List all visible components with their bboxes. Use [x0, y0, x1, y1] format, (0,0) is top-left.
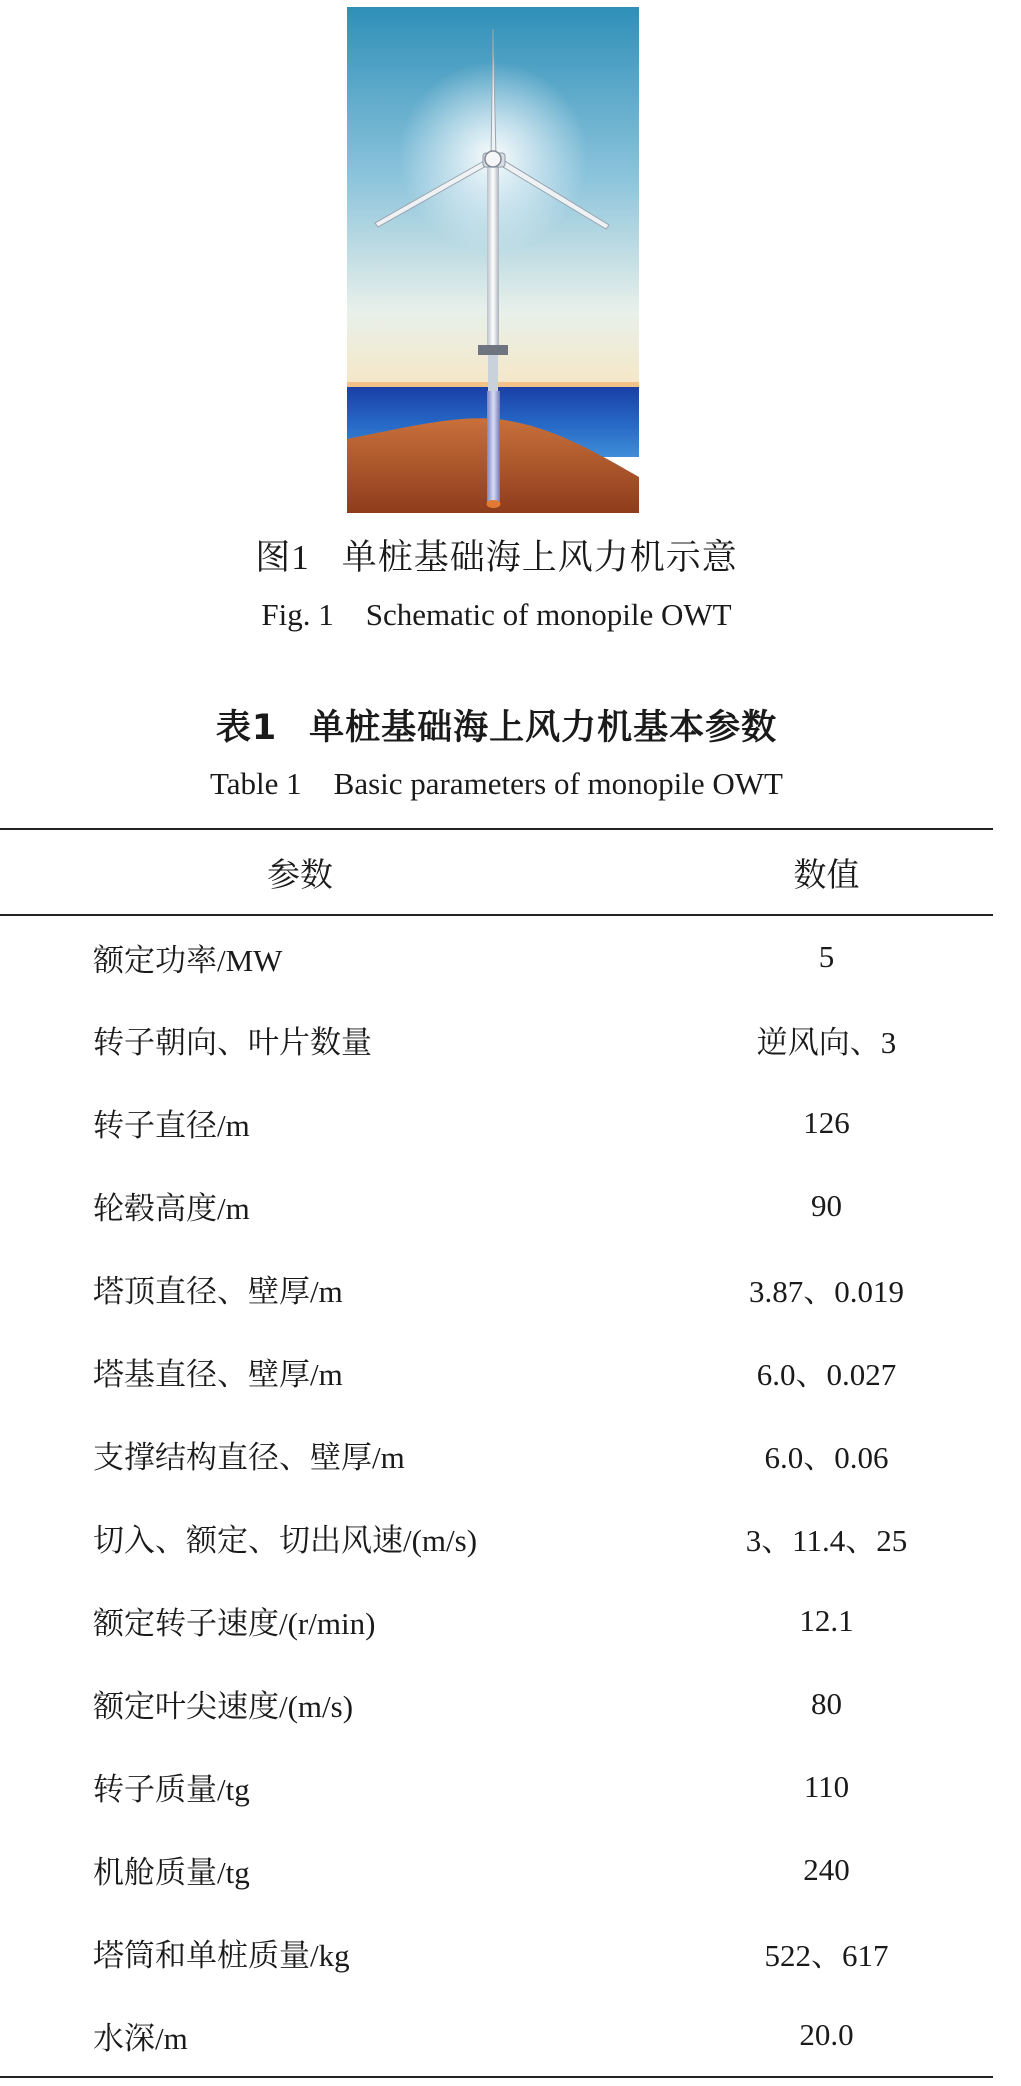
table-title-en: Basic parameters of monopile OWT	[333, 766, 783, 801]
parameters-table	[0, 828, 993, 2078]
table-caption-cn	[0, 700, 993, 750]
param-value: 12.1	[799, 1602, 854, 1638]
param-name: 额定转子速度/(r/min)	[93, 1606, 376, 1641]
table-row	[0, 1081, 993, 1164]
param-name: 塔筒和单桩质量/kg	[93, 1938, 350, 1973]
table-row	[0, 1413, 993, 1496]
hub	[485, 151, 501, 167]
table-row	[0, 1164, 993, 1247]
param-value: 20.0	[799, 2017, 854, 2052]
table-row	[0, 1911, 993, 1994]
table-row	[0, 1579, 993, 1662]
table-row	[0, 1662, 993, 1745]
tower	[487, 165, 499, 351]
param-name: 转子质量/tg	[93, 1772, 250, 1807]
param-value: 126	[803, 1104, 850, 1140]
table-header-row	[0, 829, 993, 915]
table-row	[0, 998, 993, 1081]
figure-label-cn: 图1	[255, 538, 310, 577]
table-row	[0, 1745, 993, 1828]
monopile	[487, 391, 500, 504]
param-value: 90	[811, 1187, 842, 1223]
header-parameter: 参数	[267, 857, 333, 894]
figure-title-cn: 单桩基础海上风力机示意	[341, 538, 738, 577]
table-title-cn: 单桩基础海上风力机基本参数	[309, 708, 778, 748]
table-row	[0, 1994, 993, 2077]
param-name: 机舱质量/tg	[93, 1855, 250, 1890]
header-value: 数值	[793, 857, 860, 894]
param-value: 逆风向、3	[756, 1025, 897, 1060]
table-row	[0, 1496, 993, 1579]
table-label-cn: 表1	[215, 708, 278, 748]
figure-caption-cn	[0, 530, 993, 580]
table-row	[0, 1247, 993, 1330]
param-name: 支撑结构直径、壁厚/m	[93, 1440, 405, 1475]
param-value: 3、11.4、25	[745, 1523, 908, 1558]
param-name: 转子直径/m	[93, 1108, 250, 1143]
param-name: 切入、额定、切出风速/(m/s)	[93, 1523, 478, 1558]
table-caption-en	[0, 766, 993, 802]
param-name: 塔基直径、壁厚/m	[93, 1357, 343, 1392]
figure-caption-en	[0, 597, 993, 633]
transition-platform	[478, 345, 508, 355]
table-label-en: Table 1	[209, 766, 302, 801]
param-name: 塔顶直径、壁厚/m	[93, 1274, 343, 1309]
table-row	[0, 915, 993, 998]
param-name: 轮毂高度/m	[93, 1191, 250, 1226]
param-name: 额定叶尖速度/(m/s)	[93, 1689, 354, 1724]
pile-tip	[487, 500, 501, 508]
param-value: 522、617	[764, 1938, 889, 1973]
monopile-owt-illustration	[347, 7, 639, 513]
wind-turbine-figure	[347, 7, 639, 513]
param-name: 额定功率/MW	[93, 942, 283, 978]
param-value: 5	[818, 939, 835, 974]
param-value: 6.0、0.027	[756, 1357, 897, 1392]
table-row	[0, 1828, 993, 1911]
param-value: 80	[811, 1685, 842, 1721]
param-value: 3.87、0.019	[749, 1274, 904, 1309]
param-value: 240	[803, 1851, 850, 1887]
figure-label-en: Fig. 1	[261, 597, 334, 632]
param-value: 110	[803, 1768, 850, 1804]
param-name: 转子朝向、叶片数量	[93, 1025, 372, 1060]
transition-piece	[488, 355, 498, 397]
param-name: 水深/m	[93, 2020, 188, 2056]
figure-title-en: Schematic of monopile OWT	[365, 597, 732, 632]
param-value: 6.0、0.06	[764, 1440, 889, 1475]
table-row	[0, 1330, 993, 1413]
